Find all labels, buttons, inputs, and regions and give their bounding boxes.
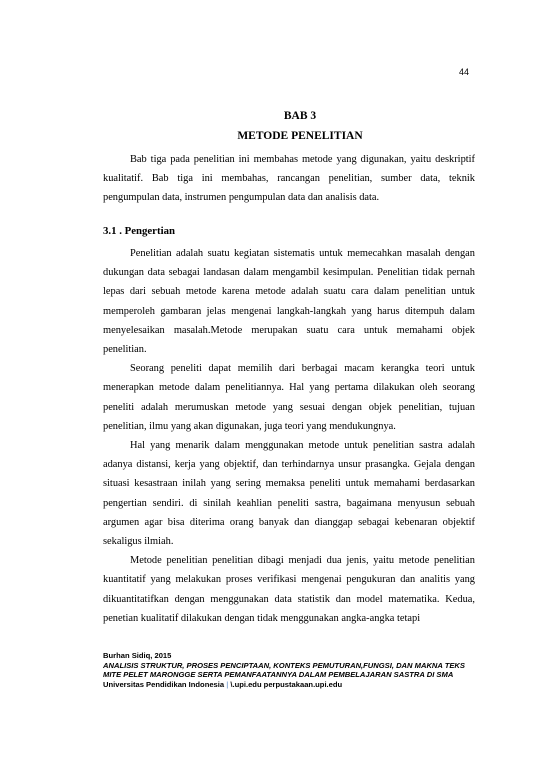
section-title: 3.1 . Pengertian	[103, 225, 175, 237]
footer-title-line1: ANALISIS STRUKTUR, PROSES PENCIPTAAN, KONTEKS PEMUTURAN,FUNGSI, DAN MAKNA TEKS	[103, 660, 465, 670]
intro-block	[103, 150, 475, 208]
section-body	[103, 244, 475, 628]
chapter-title: METODE PENELITIAN	[237, 130, 363, 142]
footer-separator: |	[226, 679, 229, 689]
page-number: 44	[459, 67, 470, 77]
chapter-heading: BAB 3	[283, 110, 317, 122]
paragraph-2: Seorang peneliti dapat memilih dari berbagai macam kerangka teori untuk menerapkan metode dalam penelitiannya. Hal yang pertama dilakukan oleh seorang peneliti adalah merumuskan metode yang sesuai dengan objek penelitian, tujuan penelitian, ilmu yang akan digunakan, juga teori yang mendukungnya.	[103, 363, 475, 432]
footer-links[interactable]: \.upi.edu perpustakaan.upi.edu	[230, 679, 343, 689]
footer-institution	[103, 680, 483, 690]
footer-author: Burhan Sidiq, 2015	[103, 651, 172, 660]
footer	[103, 651, 483, 689]
paragraph-4: Metode penelitian penelitian dibagi menjadi dua jenis, yaitu metode penelitian kuantitatif yang melakukan proses verifikasi mengenai pengukuran dan analitis yang dikuantitatifkan dengan menggunakan data statistik dan model matematika. Kedua, penetian kualitatif dilakukan dengan tidak menggunakan angka-angka tetapi	[103, 555, 475, 624]
footer-university: Universitas Pendidikan Indonesia	[103, 679, 225, 689]
paragraph-3: Hal yang menarik dalam menggunakan metode untuk penelitian sastra adalah adanya distansi, kerja yang objektif, dan terhindarnya unsur prasangka. Gejala dengan situasi kesastraan inilah yang sering memaksa peneliti untuk memahami berdasarkan pengertian sendiri. di sinilah keahlian peneliti sastra, bagaimana menyusun sebuah argumen agar bisa diterima orang banyak dan dianggap sebagai kebenaran objektif sekaligus ilmiah.	[103, 440, 475, 548]
footer-title-line2: MITE PELET MARONGGE SERTA PEMANFAATANNYA DALAM PEMBELAJARAN SASTRA DI SMA	[103, 670, 454, 680]
intro-paragraph: Bab tiga pada penelitian ini membahas metode yang digunakan, yaitu deskriptif kualitatif. Bab tiga ini membahas, rancangan penelitian, sumber data, teknik pengumpulan data, instrumen pengumpulan data dan analisis data.	[103, 154, 475, 204]
paragraph-1: Penelitian adalah suatu kegiatan sistematis untuk memecahkan masalah dengan dukungan data sebagai landasan dalam mengambil kesimpulan. Penelitian tidak pernah lepas dari sebuah metode karena metode adalah suatu cara dalam penelitian untuk memperoleh gambaran jelas mengenai langkah-langkah yang harus ditempuh dalam menyelesaikan masalah.Metode merupakan suatu cara untuk memahami objek penelitian.	[103, 248, 475, 356]
